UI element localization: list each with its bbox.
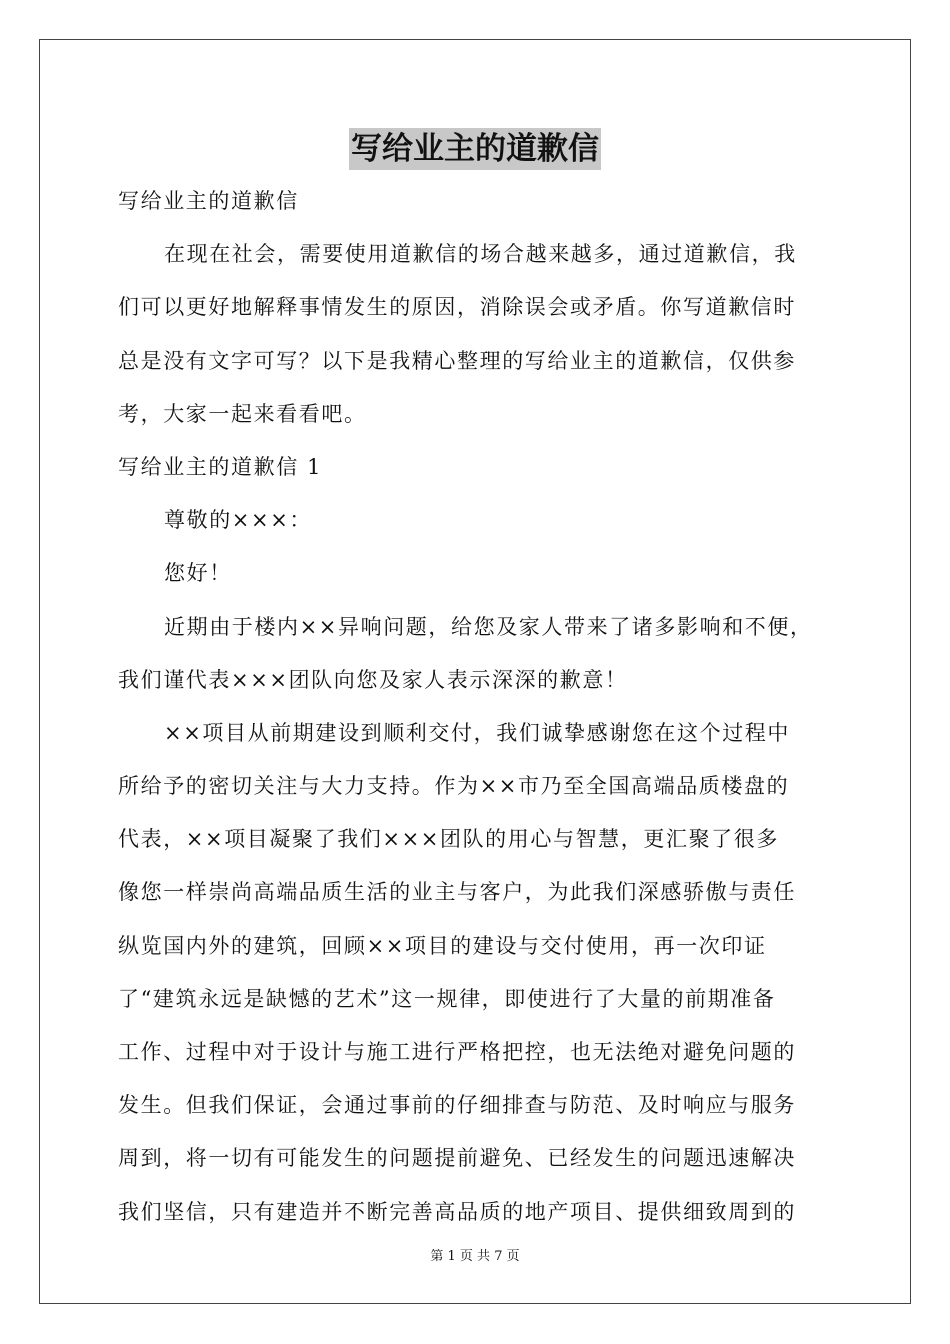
text-line: 尊敬的×××： — [164, 508, 312, 533]
text-line: 写给业主的道歉信 1 — [118, 454, 323, 479]
text-line: ××项目从前期建设到顺利交付，我们诚挚感谢您在这个过程中 — [164, 720, 790, 745]
text-line: 代表，××项目凝聚了我们×××团队的用心与智慧，更汇聚了很多 — [118, 827, 779, 852]
text-line: 像您一样崇尚高端品质生活的业主与客户，为此我们深感骄傲与责任 — [118, 880, 796, 905]
document-title: 写给业主的道歉信 — [349, 128, 601, 170]
text-line: 发生。但我们保证，会通过事前的仔细排查与防范、及时响应与服务 — [118, 1093, 796, 1118]
text-line: 写给业主的道歉信 — [118, 189, 299, 213]
text-line: 我们谨代表×××团队向您及家人表示深深的歉意！ — [118, 667, 628, 692]
text-line: 考，大家一起来看看吧。 — [118, 401, 367, 426]
text-line: 了“建筑永远是缺憾的艺术”这一规律，即使进行了大量的前期准备 — [118, 986, 776, 1011]
text-line: 所给予的密切关注与大力支持。作为××市乃至全国高端品质楼盘的 — [118, 774, 790, 799]
text-line: 纵览国内外的建筑，回顾××项目的建设与交付使用，再一次印证 — [118, 933, 767, 958]
page-footer: 第 1 页 共 7 页 — [430, 1249, 520, 1264]
text-line: 们可以更好地解释事情发生的原因，消除误会或矛盾。你写道歉信时 — [118, 295, 796, 320]
text-line: 近期由于楼内××异响问题，给您及家人带来了诸多影响和不便， — [164, 614, 813, 639]
document-body — [118, 175, 838, 1239]
text-line: 在现在社会，需要使用道歉信的场合越来越多，通过道歉信，我 — [164, 242, 797, 267]
text-line: 周到，将一切有可能发生的问题提前避免、已经发生的问题迅速解决 — [118, 1146, 796, 1171]
text-line: 工作、过程中对于设计与施工进行严格把控，也无法绝对避免问题的 — [118, 1040, 796, 1064]
text-line: 您好！ — [164, 561, 232, 586]
text-line: 总是没有文字可写？以下是我精心整理的写给业主的道歉信，仅供参 — [118, 348, 796, 373]
title-container — [0, 128, 950, 170]
text-line: 我们坚信，只有建造并不断完善高品质的地产项目、提供细致周到的 — [118, 1199, 796, 1224]
